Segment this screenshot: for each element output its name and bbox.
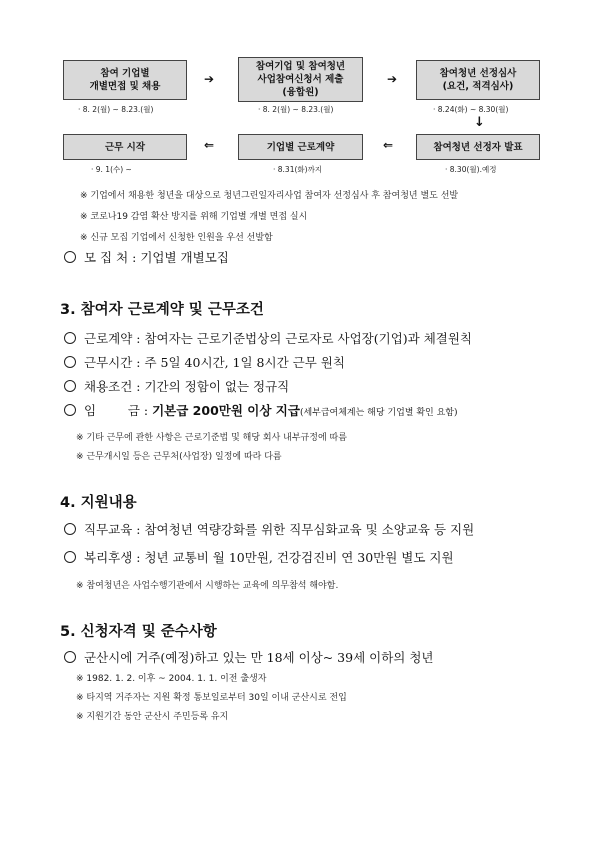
- arrow-right-icon: ➔: [387, 72, 398, 86]
- condition-contract: [64, 329, 472, 347]
- section-3-note: ※ 기타 근무에 관한 사항은 근로기준법 및 해당 회사 내부규정에 따름: [76, 433, 347, 443]
- flow-step-application: [238, 57, 363, 102]
- circle-bullet-icon: [64, 251, 76, 263]
- section-4-note: ※ 참여청년은 사업수행기관에서 시행하는 교육에 의무참석 해야함.: [76, 581, 339, 591]
- wage-label: 임 금 :: [84, 403, 149, 418]
- qualification-age: [64, 648, 433, 666]
- flow-step-date: · 9. 1(수) ~: [91, 165, 132, 174]
- circle-bullet-icon: [64, 551, 76, 563]
- flow-step-screening: [416, 60, 540, 100]
- flow-step-label: 참여청년 선정자 발표: [433, 141, 523, 153]
- flow-note: ※ 코로나19 감염 확산 방지를 위해 기업별 개별 면접 실시: [80, 212, 308, 222]
- circle-bullet-icon: [64, 651, 76, 663]
- condition-label: 채용조건 :: [84, 379, 141, 394]
- arrow-left-icon: ⇐: [383, 138, 394, 152]
- recruit-value: 기업별 개별모집: [140, 250, 229, 265]
- support-value: 청년 교통비 월 10만원, 건강검진비 연 30만원 별도 지원: [144, 550, 454, 565]
- condition-label: 근로계약 :: [84, 331, 141, 346]
- flow-step-announcement: [416, 134, 540, 160]
- support-label: 복리후생 :: [84, 550, 141, 565]
- condition-hours: [64, 353, 345, 371]
- wage-value: 기본급 200만원 이상 지급: [152, 403, 300, 418]
- qualification-value: 군산시에 거주(예정)하고 있는 만 18세 이상~ 39세 이하의 청년: [84, 650, 434, 665]
- flow-step-label: 참여청년 선정심사: [439, 68, 517, 79]
- flow-step-date: · 8. 2(월) ~ 8.23.(월): [78, 105, 154, 114]
- circle-bullet-icon: [64, 523, 76, 535]
- condition-value: 주 5일 40시간, 1일 8시간 근무 원칙: [144, 355, 345, 370]
- circle-bullet-icon: [64, 380, 76, 392]
- section-5-heading: 5. 신청자격 및 준수사항: [60, 624, 217, 640]
- circle-bullet-icon: [64, 404, 76, 416]
- condition-label: 근무시간 :: [84, 355, 141, 370]
- support-label: 직무교육 :: [84, 522, 141, 537]
- condition-employment: [64, 377, 289, 395]
- flow-step-label: (요건, 적격심사): [442, 81, 514, 92]
- circle-bullet-icon: [64, 356, 76, 368]
- flow-step-label: 참여기업 및 참여청년: [255, 61, 346, 72]
- flow-step-date: · 8. 2(월) ~ 8.23.(월): [258, 105, 334, 114]
- flow-step-label: 기업별 근로계약: [266, 141, 335, 153]
- flow-step-label: 사업참여신청서 제출: [257, 74, 344, 85]
- flow-step-label: (융합원): [282, 87, 319, 98]
- condition-value: 참여자는 근로기준법상의 근로자로 사업장(기업)과 체결원칙: [144, 331, 473, 346]
- support-value: 참여청년 역량강화를 위한 직무심화교육 및 소양교육 등 지원: [144, 522, 475, 537]
- arrow-left-icon: ⇐: [204, 138, 215, 152]
- support-welfare: [64, 548, 454, 566]
- recruit-line: [64, 248, 229, 266]
- section-5-note: ※ 1982. 1. 2. 이후 ~ 2004. 1. 1. 이전 출생자: [76, 674, 267, 684]
- flow-step-label: 참여 기업별: [100, 68, 150, 79]
- condition-wage: [64, 401, 458, 419]
- flow-step-contract: [238, 134, 363, 160]
- recruit-label: 모 집 처 :: [84, 250, 137, 265]
- flow-note: ※ 기업에서 채용한 청년을 대상으로 청년그린일자리사업 참여자 선정심사 후 참여청년 별도 선발: [80, 191, 459, 201]
- flow-step-interview: [63, 60, 187, 100]
- section-5-note: ※ 지원기간 동안 군산시 주민등록 유지: [76, 712, 229, 722]
- condition-value: 기간의 정함이 없는 정규직: [144, 379, 290, 394]
- flow-step-work-start: [63, 134, 187, 160]
- flow-step-label: 개별면접 및 채용: [89, 81, 161, 92]
- flow-step-date: · 8.30(월).예정: [445, 165, 497, 174]
- arrow-right-icon: ➔: [204, 72, 215, 86]
- section-5-note: ※ 타지역 거주자는 지원 확정 통보일로부터 30일 이내 군산시로 전입: [76, 693, 347, 703]
- flow-step-date: · 8.24(화) ~ 8.30(월): [433, 105, 509, 114]
- arrow-down-icon: ↓: [474, 115, 485, 130]
- section-3-note: ※ 근무개시일 등은 근무처(사업장) 일정에 따라 다름: [76, 452, 282, 462]
- circle-bullet-icon: [64, 332, 76, 344]
- section-4-heading: 4. 지원내용: [60, 495, 137, 511]
- flow-step-date: · 8.31(화)까지: [273, 165, 323, 174]
- section-3-heading: 3. 참여자 근로계약 및 근무조건: [60, 302, 264, 318]
- flow-step-label: 근무 시작: [104, 141, 145, 153]
- flow-note: ※ 신규 모집 기업에서 신청한 인원을 우선 선발함: [80, 233, 273, 243]
- support-training: [64, 520, 474, 538]
- wage-note: (세부급여체계는 해당 기업별 확인 요함): [299, 408, 458, 418]
